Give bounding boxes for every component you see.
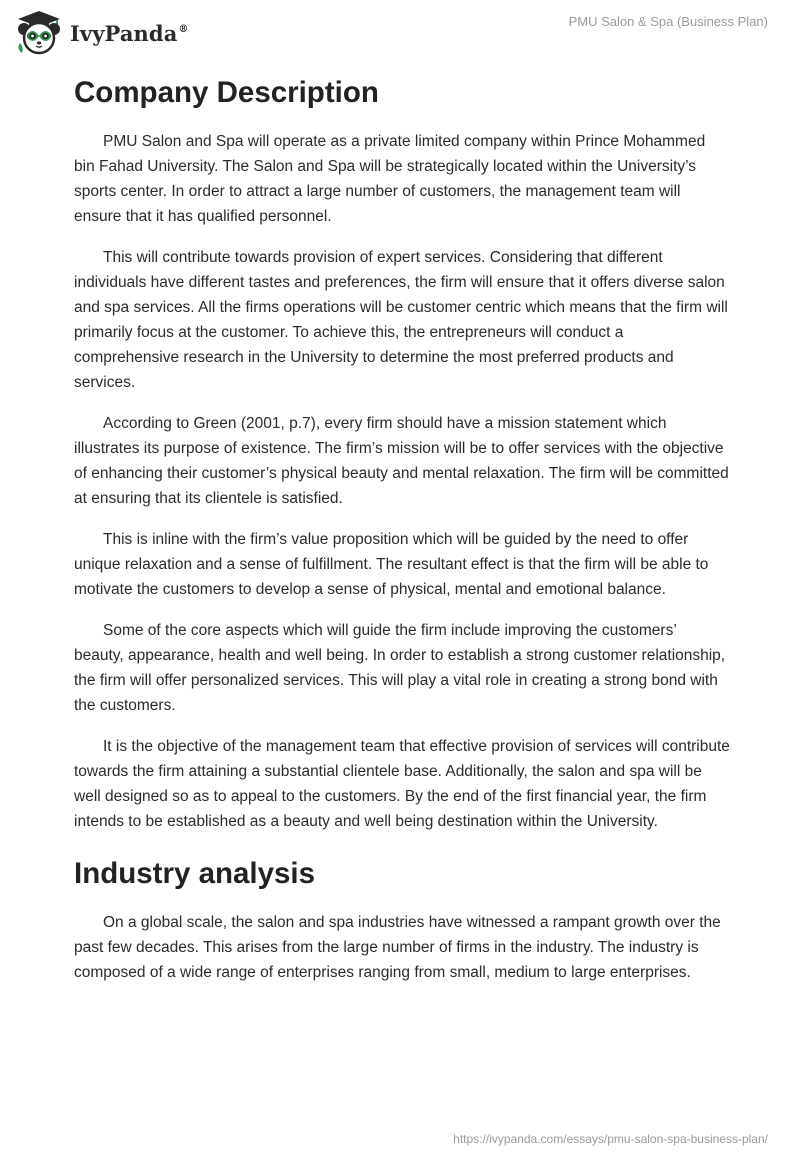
paragraph: According to Green (2001, p.7), every firm should have a mission statement which illustrates its purpose of existence. The firm’s mission will be to offer services with the objective of enhancing their customer’s physical beauty and mental relaxation. The firm will be committed at ensuring that its clientele is satisfied. [74, 415, 729, 507]
paragraph: This will contribute towards provision of expert services. Considering that different individuals have different tastes and preferences, the firm will ensure that it offers diverse salon and spa services. All the firms operations will be customer centric which means that the firm will primarily focus at the customer. To achieve this, the entrepreneurs will conduct a comprehensive research in the University to determine the most preferred products and services. [74, 249, 728, 391]
section-heading-industry-analysis: Industry analysis [74, 857, 316, 890]
document-title: PMU Salon & Spa (Business Plan) [568, 14, 768, 29]
essay-content [74, 70, 730, 1001]
paragraph: It is the objective of the management team that effective provision of services will contribute towards the firm attaining a substantial clientele base. Additionally, the salon and spa will be well designed so as to appeal to the customers. By the end of the first financial year, the firm intends to be established as a beauty and well being destination within the University. [74, 738, 730, 830]
logo-wordmark-text: IvyPanda [70, 20, 178, 46]
paragraph: PMU Salon and Spa will operate as a private limited company within Prince Mohammed bin Fahad University. The Salon and Spa will be strategically located within the University’s sports center. In order to attract a large number of customers, the management team will ensure that it has qualified personnel. [74, 133, 706, 225]
paragraph: On a global scale, the salon and spa industries have witnessed a rampant growth over the past few decades. This arises from the large number of firms in the industry. The industry is composed of a wide range of enterprises ranging from small, medium to large enterprises. [74, 914, 721, 981]
source-url[interactable]: https://ivypanda.com/essays/pmu-salon-spa-business-plan/ [453, 1132, 768, 1146]
paragraph: This is inline with the firm’s value proposition which will be guided by the need to offer unique relaxation and a sense of fulfillment. The resultant effect is that the firm will be able to motivate the customers to develop a sense of physical, mental and emotional balance. [74, 531, 709, 598]
logo-wordmark [70, 21, 189, 46]
paragraph: Some of the core aspects which will guide the firm include improving the customers’ beauty, appearance, health and well being. In order to establish a strong customer relationship, the firm will offer personalized services. This will play a vital role in creating a strong bond with the customers. [74, 622, 726, 714]
registered-mark: ® [178, 23, 189, 35]
section-heading-company-description: Company Description [74, 76, 379, 109]
ivypanda-logo[interactable] [14, 7, 189, 57]
panda-graduate-icon [14, 9, 64, 55]
